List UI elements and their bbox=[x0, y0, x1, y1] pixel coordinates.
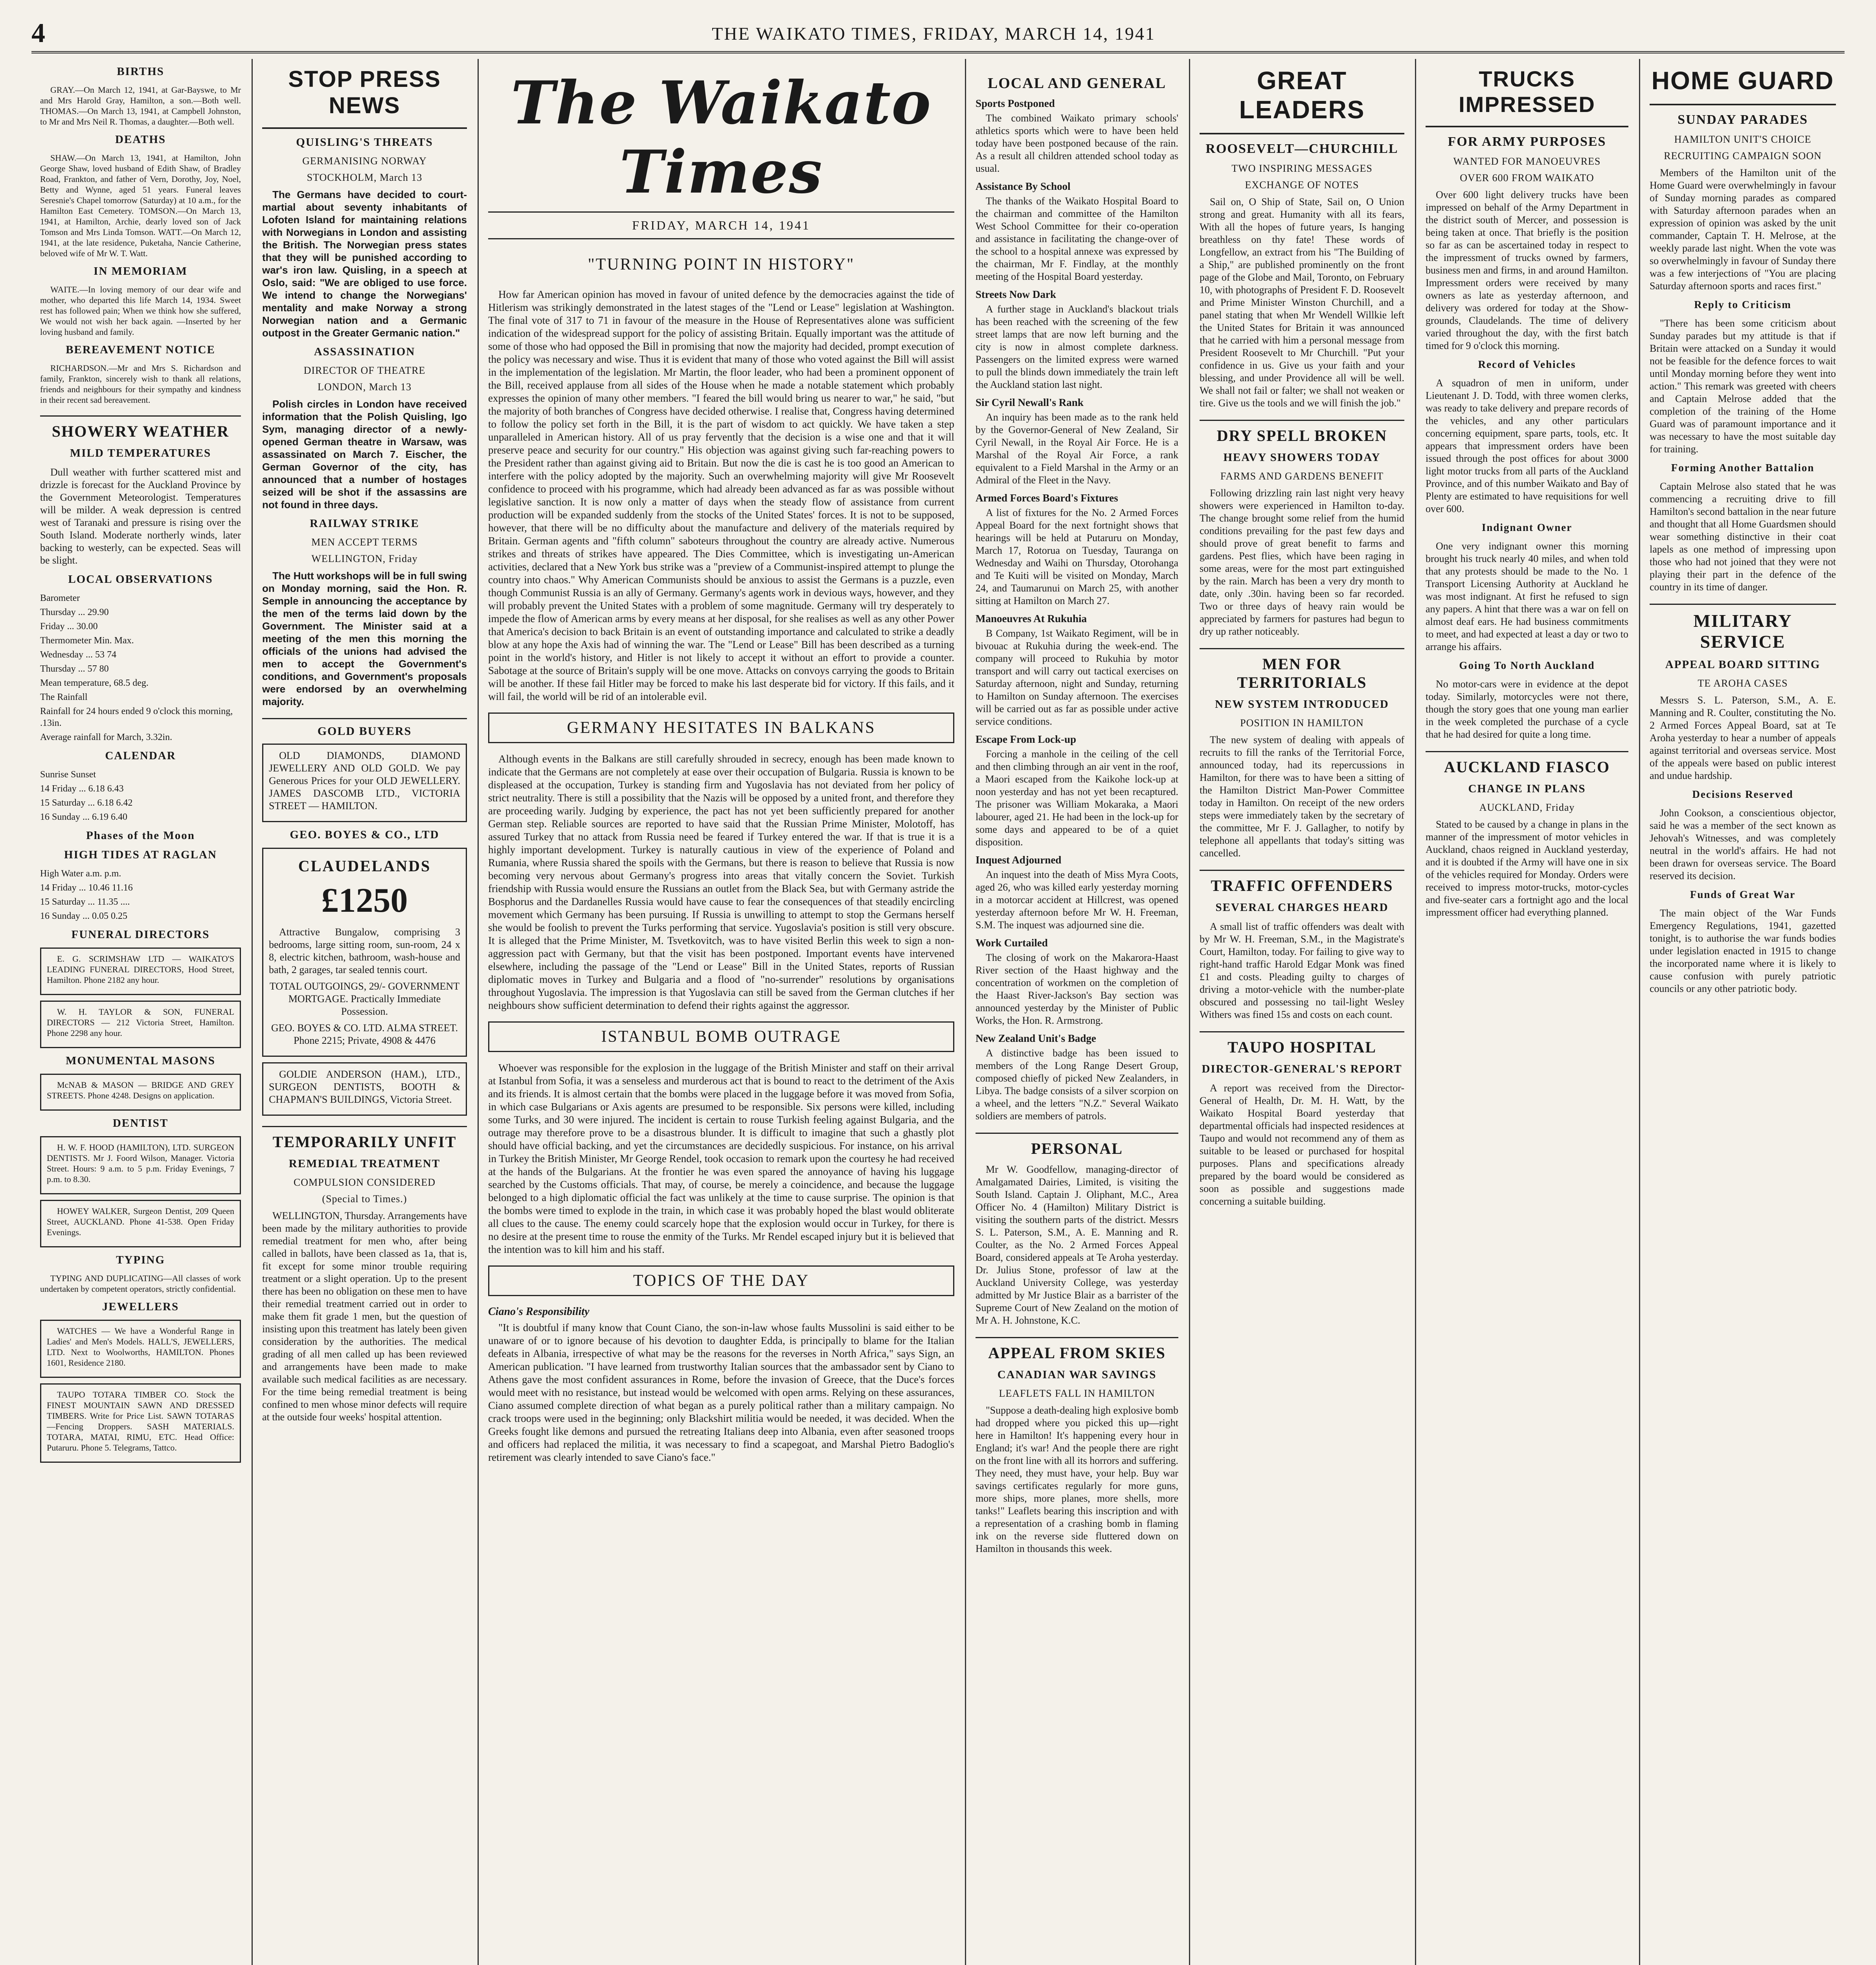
article-heading: TRUCKS IMPRESSED bbox=[1426, 59, 1628, 127]
funeral-ad-text: W. H. TAYLOR & SON, FUNERAL DIRECTORS — 212 Victoria Street, Hamilton. Phone 2298 any hour. bbox=[47, 1007, 234, 1038]
memoriam-text: WAITE.—In loving memory of our dear wife and mother, who departed this life March 14, 1934. Sweet rest has followed pain; When we think how she suffered, We would not wish her back again. —Inserted by her loving husband and family. bbox=[40, 285, 241, 337]
news-item-heading: Armed Forces Board's Fixtures bbox=[976, 492, 1118, 504]
article-subheading: REMEDIAL TREATMENT bbox=[288, 1157, 441, 1170]
news-item bbox=[976, 180, 1178, 283]
observation-row: Mean temperature, 68.5 deg. bbox=[40, 678, 149, 688]
column-notices bbox=[31, 59, 250, 1965]
calendar-row: Sunrise Sunset bbox=[40, 769, 96, 780]
jewellers-ad-text: WATCHES — We have a Wonderful Range in Ladies' and Men's Models. HALL'S, JEWELLERS, LTD. Next to Woolworths, HAMILTON. Phones 1601, Residence 2180. bbox=[47, 1326, 234, 1368]
observation-row: Average rainfall for March, 3.32in. bbox=[40, 732, 173, 742]
dentist-ad-text: GOLDIE ANDERSON (HAM.), LTD., SURGEON DENTISTS, BOOTH & CHAPMAN'S BUILDINGS, Victoria Street. bbox=[269, 1069, 460, 1105]
personal-text: Mr W. Goodfellow, managing-director of Amalgamated Dairies, Limited, is visiting the South Island. Captain J. Oliphant, M.C., Area Officer No. 4 (Hamilton) Military District is visiting the southern parts of the district. Messrs S. L. Paterson, S.M., A. E. Manning and R. Coulter, as the No. 2 Armed Forces Appeal Board, considered appeals at Te Aroha yesterday. Dr. Julius Stone, professor of law at the Auckland University College, was yesterday admitted by Mr Justice Blair as a barrister of the Supreme Court of New Zealand on the motion of Mr A. H. Johnstone, K.C. bbox=[976, 1164, 1178, 1326]
news-item-heading: New Zealand Unit's Badge bbox=[976, 1032, 1096, 1044]
gold-buyers-ad bbox=[262, 744, 467, 822]
observation-row: Thermometer Min. Max. bbox=[40, 635, 134, 646]
calendar-row: 14 Friday ... 6.18 6.43 bbox=[40, 784, 124, 794]
article-text: Polish circles in London have received information that the Polish Quisling, Igo Sym, managing director of a newly-opened German theatre in Warsaw, was assassinated on March 7. Eischer, the German Governor of the city, has announced that a number of hostages seized will be shot if the assassins are not found in three days. bbox=[262, 398, 467, 511]
section-subheading: Funds of Great War bbox=[1690, 889, 1796, 900]
article-subheading: DIRECTOR-GENERAL'S REPORT bbox=[1202, 1063, 1402, 1075]
tides-row: High Water a.m. p.m. bbox=[40, 869, 121, 879]
news-item-heading: Assistance By School bbox=[976, 180, 1071, 192]
news-item bbox=[976, 854, 1178, 931]
memoriam-heading: IN MEMORIAM bbox=[94, 265, 187, 277]
column-local-general bbox=[967, 59, 1187, 1965]
dentist-ad bbox=[40, 1200, 241, 1247]
topic-subheading: Ciano's Responsibility bbox=[488, 1306, 590, 1318]
page-number: 4 bbox=[31, 18, 46, 48]
observation-row: Thursday ... 29.90 bbox=[40, 607, 109, 617]
jewellers-heading: JEWELLERS bbox=[102, 1300, 179, 1313]
observation-row: Barometer bbox=[40, 593, 80, 603]
article-heading: MEN FOR TERRITORIALS bbox=[1200, 648, 1404, 692]
column-editorial bbox=[480, 59, 963, 1965]
personal-heading: PERSONAL bbox=[976, 1133, 1178, 1158]
newspaper-nameplate: The Waikato Times bbox=[511, 68, 932, 207]
section-subheading: Going To North Auckland bbox=[1459, 659, 1595, 671]
article-text: One very indignant owner this morning brought his truck nearly 40 miles, and when told that any protests should be made to the No. 1 Transport Licensing Authority at Auckland he was most indignant. At first he refused to sign any papers. A hint that there was a war on fell on almost deaf ears. He had business commitments to meet, and had expected at least a day or two to arrange his affairs. bbox=[1426, 540, 1628, 652]
dentist-heading: DENTIST bbox=[112, 1117, 169, 1129]
news-item bbox=[976, 397, 1178, 487]
article-text: Members of the Hamilton unit of the Home Guard were overwhelmingly in favour of Sunday morning parades as compared with Saturday afternoon parades when an expression of opinion was asked by the unit commander, Captain T. H. Melrose, at the weekly parade last night. When the vote was so overwhelmingly in favour of Sunday there was a few interjections of "You are placing Saturday afternoon sports and races first." bbox=[1650, 167, 1836, 292]
news-item-heading: Work Curtailed bbox=[976, 937, 1048, 949]
weather-text: Dull weather with further scattered mist and drizzle is forecast for the Auckland Province by the Government Meteorologist. Temperatures will be milder. A weak depression is centred west of Taranaki and pressure is rising over the South Island. Moderate northerly winds, later backing to westerly, can be expected. Seas will be slight. bbox=[40, 466, 241, 566]
article-heading: QUISLING'S THREATS bbox=[296, 136, 433, 149]
column-rule bbox=[252, 59, 253, 1965]
article-text: Stated to be caused by a change in plans in the manner of the impressment of motor vehicles in Auckland, chaos reigned in Auckland yesterday, and it is doubted if the Army will have one in six of the vehicles required for Monday. Orders were received to impress motor-trucks, motor-cycles and five-seater cars a fortnight ago and the local impressment officer had everything planned. bbox=[1426, 819, 1628, 918]
article-subheading: SUNDAY PARADES bbox=[1678, 112, 1808, 127]
column-rule bbox=[965, 59, 966, 1965]
article-heading: GREAT LEADERS bbox=[1200, 59, 1404, 134]
funeral-ad bbox=[40, 1001, 241, 1048]
observations-table bbox=[40, 592, 241, 743]
article-heading: DRY SPELL BROKEN bbox=[1200, 420, 1404, 445]
property-terms: TOTAL OUTGOINGS, 29/- GOVERNMENT MORTGAGE. Practically Immediate Possession. bbox=[269, 981, 460, 1017]
article-text: The Germans have decided to court-martial about seventy inhabitants of Lofoten Island for maintaining relations with Norwegians in London and assisting the British. The Norwegian press states that they will be punished according to war's iron law. Quisling, in a speech at Oslo, said: "We are obliged to use force. We intend to change the Norwegians' mentality and make Norway a strong Norwegian nation and a Germanic outpost in the Greater Germanic nation." bbox=[262, 189, 467, 339]
article-text: The Hutt workshops will be in full swing on Monday morning, said the Hon. R. Semple in announcing the acceptance by the men of the terms laid down by the Government. The Minister said at a meeting of the men this morning the officials of the unions had advised the men to accept the Government's conditions, and Government's proposals were endorsed by an overwhelming majority. bbox=[262, 570, 467, 707]
moon-heading: Phases of the Moon bbox=[86, 829, 195, 842]
section-subheading: Indignant Owner bbox=[1481, 522, 1573, 533]
news-item-text: The thanks of the Waikato Hospital Board to the chairman and committee of the Hamilton West School Committee for their co-operation and assistance in facilitating the change-over of the school to a hospital annexe was expressed by the chairman, Mr F. Findlay, at the monthly meeting of the Hospital Board yesterday. bbox=[976, 195, 1178, 282]
article-heading: HOME GUARD bbox=[1650, 59, 1836, 105]
news-item-heading: Sports Postponed bbox=[976, 97, 1055, 109]
article-text: Captain Melrose also stated that he was commencing a recruiting drive to fill Hamilton's second battalion in the near future and thought that all Home Guardsmen should wear something distinctive in their coat lapels as one method of impressing upon those who had not joined that they were not playing their part in the defence of the country in its time of danger. bbox=[1650, 481, 1836, 593]
news-item-text: The combined Waikato primary schools' athletics sports which were to have been held today have been postponed because of the rain. As a result all children attended school today as usual. bbox=[976, 112, 1178, 174]
masthead-title: THE WAIKATO TIMES, FRIDAY, MARCH 14, 1941 bbox=[712, 23, 1156, 44]
article-text: Following drizzling rain last night very heavy showers were experienced in Hamilton to-day. The change brought some relief from the humid conditions prevailing for the past few days and should prove of great benefit to farms and gardens. Pest flies, which have been raging in some areas, were for the most part extinguished by the rain. March has been a very dry month to date, only .30in. having been so far recorded. Two or three days of heavy rain would be appreciated by farmers for pastures had begun to dry up rather noticeably. bbox=[1200, 487, 1404, 637]
editorial-text: "It is doubtful if many know that Count Ciano, the son-in-law whose faults Mussolini is said either to be unaware of or to ignore because of his devotion to daughter Edda, is principally to blame for the Italian defeats in Albania, irrespective of what may be the reasons for the reverses in North Africa," says Sign, an American publication. "I have learned from trustworthy Italian sources that the ambassador sent by Ciano to Athens gave the most confident assurances in Rome, before the invasion of Greece, that the Duce's forces would meet with no resistance, but instead would be welcomed with open arms. Relying on these assurances, Ciano assumed complete direction of what began as a purely political rather than a military campaign. No crack troops were used in the beginning; only Blackshirt militia would be needed, it was decided. When the Greeks fought like demons and pursued the retreating Italians deep into Albania, even after seasoned troops and officers had replaced the militia, it was necessary to find a scapegoat, and Marshal Pietro Badoglio's retirement was clearly intended to save Ciano's face." bbox=[488, 1322, 954, 1463]
editorial-heading: TOPICS OF THE DAY bbox=[488, 1265, 954, 1296]
article-text: "There has been some criticism about Sunday parades but my attitude is that if Britain were attacked on a Sunday it would not be feasible for the defence forces to wait until Monday morning before they went into action." This remark was greeted with cheers and Captain Melrose added that the completion of the training of the Home Guard was of paramount importance and it was necessary to have the most suitable day for training. bbox=[1650, 318, 1836, 455]
article-text: Over 600 light delivery trucks have been impressed on behalf of the Army Department in the district south of Mercer, and possession is being taken at once. That briefly is the position so far as can be ascertained today in respect to the impressment of trucks owned by farmers, business men and firms, in and around Hamilton. Impressment orders were received by many owners as late as yesterday afternoon, and delivery was ordered for today at the Show-grounds, Claudelands. The time of delivery varied throughout the day, with the first batch timed for 9 o'clock this morning. bbox=[1426, 189, 1628, 351]
weather-subheading: MILD TEMPERATURES bbox=[70, 447, 211, 459]
deaths-text: SHAW.—On March 13, 1941, at Hamilton, John George Shaw, loved husband of Edith Shaw, of Bradley Road, Frankton, and father of Vern, Dorothy, Joy, Noel, Betty and Wynne, aged 51 years. Funeral leaves Seresnie's Chapel tomorrow (Saturday) at 10 a.m., for the Hamilton East Cemetery. TOMSON.—On March 13, 1941, at Hamilton, Archie, dearly loved son of Jack Tomson and Mrs Linda Tomson. WATT.—On March 12, 1941, at the late residence, Puketaha, Nancie Catherine, beloved wife of Mr W. T. Watt. bbox=[40, 153, 241, 258]
column-rule bbox=[1415, 59, 1416, 1965]
local-general-heading: LOCAL AND GENERAL bbox=[987, 75, 1167, 92]
funeral-ad bbox=[40, 948, 241, 995]
column-stop-press bbox=[254, 59, 476, 1965]
news-item bbox=[976, 937, 1178, 1027]
observations-heading: LOCAL OBSERVATIONS bbox=[68, 573, 213, 586]
section-subheading: Reply to Criticism bbox=[1694, 299, 1791, 310]
bereavement-text: RICHARDSON.—Mr and Mrs S. Richardson and family, Frankton, sincerely wish to thank all relations, friends and neighbours for their sympathy and kindness in their recent sad bereavement. bbox=[40, 363, 241, 405]
article-heading: TAUPO HOSPITAL bbox=[1200, 1031, 1404, 1056]
news-item-heading: Manoeuvres At Rukuhia bbox=[976, 613, 1087, 624]
masthead bbox=[31, 16, 1845, 53]
editorial-text: Although events in the Balkans are still carefully shrouded in secrecy, enough has been made known to indicate that the Germans are not completely at ease over their occupation of Bulgaria. Russia is known to be displeased at the occupation, Turkey is standing firm and Yugoslavia has not deviated from her policy of strict neutrality. There is still a possibility that the Nazis will be opposed by a united front, and therefore they are proceeding warily. Judging by experience, the pact has not yet been sufficiently prepared for another German step. Reliable sources are reported to have said that the Russian Prime Minister, Molotoff, has assured Turkey that no attack from Russia need be feared if Turkey entered the war. If that is true it is a highly important development. Turkey is naturally cautious in view of the experience of Poland and Rumania, where Russia shared the spoils with the Germans, but there is reason to believe that Russia is now becoming very nervous about Germany's progress into areas that vitally concern the Soviet. Turkish friendship with Russia would ensure the Russians an outlet from the Black Sea, but with Germany astride the Bosphorus and the Dardanelles Russia would have cause to fear the consequences of that steadily encircling movement which Germany has been pursuing. If Russia is unwilling to attempt to stop the Germans herself she would be foolish to prevent the Turks performing that service. Yugoslavia's position is still very obscure. It is alleged that the Prime Minister, M. Tsvetkovitch, was to have visited Berlin this week to sign a non-aggression pact with Germany, but that the visit has been postponed. Important events have intervened elsewhere, including the passage of the "Lend or Lease" Bill in the United States, reports of Russian diplomatic moves in Turkey and Bulgaria and a flood of "no-surrender" resolutions by organisations throughout Yugoslavia. The impression is that Yugoslavia can still be saved from the German clutches if her neighbours show sufficient determination to defend their rights against the aggressor. bbox=[488, 753, 954, 1011]
article-heading: TEMPORARILY UNFIT bbox=[262, 1126, 467, 1151]
column-home-guard bbox=[1641, 59, 1845, 1965]
news-item bbox=[976, 733, 1178, 848]
editorial-heading: GERMANY HESITATES IN BALKANS bbox=[488, 713, 954, 743]
news-item-text: A list of fixtures for the No. 2 Armed Forces Appeal Board for the next fortnight shows that hearings will be held at Putaruru on Monday, March 17, Rotorua on Tuesday, Tauranga on Wednesday and Waihi on Thursday, Otorohanga and Te Kuiti will be visited on Monday, March 24, and Taumarunui on March 25, with another sitting at Hamilton on March 27. bbox=[976, 507, 1178, 606]
news-item-text: An inquest into the death of Miss Myra Coots, aged 26, who was killed early yesterday morning in a motorcar accident at Hillcrest, was opened yesterday afternoon before Mr W. H. Freeman, S.M. The inquest was adjourned sine die. bbox=[976, 869, 1178, 931]
column-great-leaders bbox=[1191, 59, 1413, 1965]
news-item-heading: Escape From Lock-up bbox=[976, 733, 1077, 745]
deaths-heading: DEATHS bbox=[115, 133, 166, 146]
appeal-subheading: CANADIAN WAR SAVINGS bbox=[997, 1368, 1157, 1381]
tides-row: 14 Friday ... 10.46 11.16 bbox=[40, 883, 133, 893]
calendar-row: 16 Sunday ... 6.19 6.40 bbox=[40, 812, 127, 822]
article-subheading: FOR ARMY PURPOSES bbox=[1448, 134, 1606, 149]
news-item-text: A further stage in Auckland's blackout trials has been reached with the screening of the few street lamps that are now left burning and the city is now in almost complete darkness. Passengers on the limited express were warned to pull the blinds down immediately the train left the Auckland station last night. bbox=[976, 303, 1178, 390]
section-subheading: Decisions Reserved bbox=[1692, 788, 1793, 800]
news-item bbox=[976, 492, 1178, 607]
article-text: John Cookson, a conscientious objector, said he was a member of the sect known as Jehovah's Witnesses, and was completely neutral in the world's affairs. He had not been drawn for overseas service. The Board reserved its decision. bbox=[1650, 807, 1836, 881]
editorial-heading: "TURNING POINT IN HISTORY" bbox=[588, 255, 855, 274]
column-rule bbox=[478, 59, 479, 1965]
observation-row: Rainfall for 24 hours ended 9 o'clock this morning, .13in. bbox=[40, 706, 233, 728]
news-item bbox=[976, 613, 1178, 728]
article-heading: AUCKLAND FIASCO bbox=[1426, 751, 1628, 776]
news-item bbox=[976, 288, 1178, 391]
monumental-ad bbox=[40, 1074, 241, 1111]
funeral-heading: FUNERAL DIRECTORS bbox=[71, 928, 210, 941]
article-subheading: HEAVY SHOWERS TODAY bbox=[1223, 451, 1381, 464]
calendar-heading: CALENDAR bbox=[105, 749, 176, 762]
article-subheading: ROOSEVELT—CHURCHILL bbox=[1205, 141, 1398, 156]
article-text: A squadron of men in uniform, under Lieutenant J. D. Todd, with three women clerks, was ready to take delivery and prepare records of the vehicles, and any other particulars concerning equipment, spare parts, tools, etc. It appears that impressment orders have been issued through the post offices for about 3000 light motor trucks from all parts of the Auckland Province, and of this number Waikato and Bay of Plenty are estimated to have requisitions for well over 600. bbox=[1426, 377, 1628, 514]
appeal-subheading: LEAFLETS FALL IN HAMILTON bbox=[999, 1388, 1155, 1399]
property-location: CLAUDELANDS bbox=[298, 857, 431, 875]
observation-row: Friday ... 30.00 bbox=[40, 621, 98, 632]
news-item-heading: Sir Cyril Newall's Rank bbox=[976, 397, 1084, 408]
observation-row: The Rainfall bbox=[40, 692, 88, 702]
article-subheading: DIRECTOR OF THEATRE bbox=[303, 365, 426, 376]
births-heading: BIRTHS bbox=[117, 65, 164, 78]
appeal-heading: APPEAL FROM SKIES bbox=[976, 1337, 1178, 1362]
article-subheading: APPEAL BOARD SITTING bbox=[1665, 658, 1821, 671]
news-item-text: B Company, 1st Waikato Regiment, will be in bivouac at Rukuhia during the week-end. The company will proceed to Rukuhia by motor transport and will carry out tactical exercises on Saturday afternoon, night and Sunday, returning to Hamilton on Sunday afternoon. The exercises will be carried out as far as possible under active service conditions. bbox=[976, 628, 1178, 727]
article-subheading: NEW SYSTEM INTRODUCED bbox=[1215, 698, 1389, 711]
observation-row: Wednesday ... 53 74 bbox=[40, 650, 117, 660]
dentist-ad-text: HOWEY WALKER, Surgeon Dentist, 209 Queen Street, AUCKLAND. Phone 41-538. Open Friday Evenings. bbox=[47, 1206, 234, 1237]
news-item-text: A distinctive badge has been issued to members of the Long Range Desert Group, composed chiefly of picked New Zealanders, in Libya. The badge consists of a silver scorpion on a wheel, and the letters "N.Z." Several Waikato soldiers are members of patrols. bbox=[976, 1047, 1178, 1122]
article-subheading: POSITION IN HAMILTON bbox=[1240, 717, 1364, 729]
bereavement-heading: BEREAVEMENT NOTICE bbox=[66, 343, 215, 356]
article-source: (Special to Times.) bbox=[322, 1193, 407, 1205]
births-text: GRAY.—On March 12, 1941, at Gar-Bayswe, to Mr and Mrs Harold Gray, Hamilton, a son.—Both well. THOMAS.—On March 13, 1941, at Campbell Johnston, to Mr and Mrs Neil R. Thomas, a daughter.—Both well. bbox=[40, 85, 241, 127]
dentist-ad bbox=[262, 1062, 467, 1116]
monumental-ad-text: McNAB & MASON — BRIDGE AND GREY STREETS. Phone 4248. Designs on application. bbox=[47, 1080, 234, 1100]
boyes-heading: GEO. BOYES & CO., LTD bbox=[290, 828, 439, 841]
article-subheading: SEVERAL CHARGES HEARD bbox=[1215, 901, 1389, 914]
news-item bbox=[976, 1032, 1178, 1122]
article-text: A report was received from the Director-General of Health, Dr. M. H. Watt, by the Waikato Hospital Board yesterday that departmental officials had inspected residences at Taupo and would not recommend any of them as suitable to be leased or purchased for hospital purposes. Plans and specifications already prepared by the board would be considered as soon as possible and suggestions made concerning a suitable building. bbox=[1200, 1082, 1404, 1207]
article-subheading: CHANGE IN PLANS bbox=[1468, 782, 1586, 795]
article-heading: TRAFFIC OFFENDERS bbox=[1200, 870, 1404, 895]
article-subheading: HAMILTON UNIT'S CHOICE bbox=[1674, 134, 1812, 145]
article-text: No motor-cars were in evidence at the depot today. Similarly, motorcycles were not there, though the story goes that one young man earlier in the week completed the purchase of a cycle that he had desired for quite a long time. bbox=[1426, 678, 1628, 740]
tides-row: 15 Saturday ... 11.35 .... bbox=[40, 897, 130, 907]
weather-heading: SHOWERY WEATHER bbox=[40, 415, 241, 441]
calendar-row: 15 Saturday ... 6.18 6.42 bbox=[40, 798, 133, 808]
article-subheading: GERMANISING NORWAY bbox=[302, 155, 427, 167]
timber-ad bbox=[40, 1383, 241, 1463]
article-dateline: STOCKHOLM, March 13 bbox=[307, 172, 423, 183]
section-subheading: Record of Vehicles bbox=[1478, 358, 1576, 370]
article-subheading: FARMS AND GARDENS BENEFIT bbox=[1220, 470, 1384, 482]
tides-heading: HIGH TIDES AT RAGLAN bbox=[64, 848, 217, 861]
article-dateline: LONDON, March 13 bbox=[317, 381, 412, 393]
typing-heading: TYPING bbox=[116, 1254, 165, 1266]
editorial-dateline: FRIDAY, MARCH 14, 1941 bbox=[488, 211, 954, 239]
news-item bbox=[976, 97, 1178, 175]
article-text: The new system of dealing with appeals of recruits to fill the ranks of the Territorial Force, announced today, had its repercussions in Hamilton, for there was to have been a sitting of the Hamilton District Man-Power Committee today in Hamilton. On receipt of the new orders steps were immediately taken by the secretary of the committee, Mr F. J. Gallagher, to notify by telephone all appellants that today's sitting was cancelled. bbox=[1200, 734, 1404, 859]
news-item-text: Forcing a manhole in the ceiling of the cell and then climbing through an air vent in the roof, a Maori escaped from the Kaikohe lock-up at noon yesterday and has not yet been recaptured. The prisoner was William Mokaraka, a Maori labourer, aged 21. He had been in the lock-up for some days and appeared to be of a quiet disposition. bbox=[976, 748, 1178, 848]
funeral-ad-text: E. G. SCRIMSHAW LTD — WAIKATO'S LEADING FUNERAL DIRECTORS, Hood Street, Hamilton. Phone 2182 any hour. bbox=[47, 954, 234, 985]
typing-ad: TYPING AND DUPLICATING—All classes of work undertaken by competent operators, strictly confidential. bbox=[40, 1273, 241, 1294]
appeal-text: "Suppose a death-dealing high explosive bomb had dropped where you picked this up—right here in Hamilton! It's happening every hour in England; it's war! And the people there are right on the front line with all its horrors and suffering. They need, they must have, your help. Buy war savings certificates regularly for more guns, more ships, more planes, more shells, more tanks!" Leaflets bearing this inscription and with a representation of a crashing bomb in flaming ink on the reverse side fluttered down on Hamilton in thousands this week. bbox=[976, 1405, 1178, 1554]
property-contact: GEO. BOYES & CO. LTD. ALMA STREET. Phone 2215; Private, 4908 & 4476 bbox=[271, 1022, 458, 1046]
article-text: Messrs S. L. Paterson, S.M., A. E. Manning and R. Coulter, constituting the No. 2 Armed Forces Appeal Board, sat at Te Aroha yesterday to hear a number of appeals against territorial and overseas service. Most of the appeals were based on public interest and undue hardship. bbox=[1650, 694, 1836, 781]
article-subheading: MEN ACCEPT TERMS bbox=[311, 536, 418, 548]
monumental-heading: MONUMENTAL MASONS bbox=[66, 1054, 215, 1067]
article-dateline: WELLINGTON, Friday bbox=[311, 553, 418, 564]
news-item-text: The closing of work on the Makarora-Haast River section of the Haast highway and the concentration of workmen on the completion of the Haast River-Jackson's Bay section was announced yesterday by the Minister of Public Works, the Hon. R. Armstrong. bbox=[976, 952, 1178, 1026]
timber-ad-text: TAUPO TOTARA TIMBER CO. Stock the FINEST MOUNTAIN SAWN AND DRESSED TIMBERS. Write for Price List. SAWN TOTARAS—Fencing Droppers. SASH MATERIALS. TOTARA, MATAI, RIMU, ETC. Head Office: Putaruru. Phone 5. Telegrams, Tattco. bbox=[47, 1390, 234, 1453]
gold-buyers-heading: GOLD BUYERS bbox=[262, 718, 467, 738]
article-subheading: RECRUITING CAMPAIGN SOON bbox=[1664, 150, 1822, 162]
property-description: Attractive Bungalow, comprising 3 bedrooms, large sitting room, sun-room, 24 x 8, electric kitchen, bathroom, wash-house and bath, 2 garages, tar sealed tennis court. bbox=[269, 926, 460, 975]
dentist-ad-text: H. W. F. HOOD (HAMILTON), LTD. SURGEON DENTISTS. Mr J. Foord Wilson, Manager. Victoria Street. Hours: 9 a.m. to 5 p.m. Friday Evenings, 7 p.m. to 8.30. bbox=[47, 1142, 234, 1184]
tides-row: 16 Sunday ... 0.05 0.25 bbox=[40, 911, 127, 921]
article-subheading: TWO INSPIRING MESSAGES bbox=[1231, 163, 1373, 174]
article-dateline: AUCKLAND, Friday bbox=[1479, 802, 1575, 813]
dentist-ad bbox=[40, 1136, 241, 1194]
column-rule bbox=[1639, 59, 1640, 1965]
news-item-heading: Streets Now Dark bbox=[976, 288, 1056, 300]
article-heading: ASSASSINATION bbox=[314, 345, 415, 358]
observation-row: Thursday ... 57 80 bbox=[40, 664, 109, 674]
article-subheading: TE AROHA CASES bbox=[1698, 678, 1788, 689]
stop-press-heading: STOP PRESS NEWS bbox=[262, 59, 467, 129]
article-subheading: OVER 600 FROM WAIKATO bbox=[1460, 172, 1594, 184]
editorial-text: Whoever was responsible for the explosion in the luggage of the British Minister and staff on their arrival at Istanbul from Sofia, it was a senseless and murderous act that is bound to react to the detriment of the Axis and its friends. It is almost certain that the bombs were placed in the luggage before it was moved from Sofia, in which case Bulgarians or Axis agents are presumed to be responsible. Six persons were killed, including some Turks, and 30 were injured. The incident is certain to rouse Turkish feeling against Bulgaria, and the outrage may therefore prove to be a disastrous blunder. It is difficult to imagine that such a ghastly plot should have official backing, and yet the circumstances are decidedly suspicious. For instance, on his arrival in Turkey the British Minister, Mr George Rendel, took occasion to remark upon the courtesy he had received at the hands of the Bulgarians. At the frontier he was even spared the annoyance of having his luggage searched by the Customs officials. That may, of course, be merely a coincidence, and because the luggage belonged to a high diplomatic official the fact was unlikely at the time to cause surprise. The opinion is that the bombs were timed to explode in the train, in which case it was probably hoped the blast would obliterate all clues to the cause. The enemy could scarcely hope that the explosion would occur in Turkey, for there is no desire at the present time to rouse the enmity of the Turks. Mr Rendel escaped injury but it is believed that the intention was to kill him and his staff. bbox=[488, 1062, 954, 1255]
article-text: Sail on, O Ship of State, Sail on, O Union strong and great. Humanity with all its fears, With all the hopes of future years, Is hanging breathless on thy fate! These words of Longfellow, an extract from his "The Building of a Ship," are published prominently on the front page of the Globe and Mail, Toronto, on February 10, with photographs of President F. D. Roosevelt and Prime Minister Winston Churchill, and a panel stating that when Mr Wendell Willkie left the United States for Britain it was announced that he carried with him a personal message from President Roosevelt to Mr Churchill. "Put your confidence in us. Give us your faith and your blessing, and under Providence all will be well. We shall not fail or falter; we shall not weaken or tire. Give us the tools and we will finish the job." bbox=[1200, 196, 1404, 409]
column-trucks-impressed bbox=[1417, 59, 1637, 1965]
article-subheading: COMPULSION CONSIDERED bbox=[293, 1177, 436, 1188]
article-text: WELLINGTON, Thursday. Arrangements have been made by the military authorities to provide remedial treatment for men who, after being called in ballots, have been classed as 1a, that is, fit except for some minor trouble requiring treatment or a slight operation. Up to the present there has been no obligation on these men to have their remedial treatment carried out in order to make them fit grade 1 men, but the question of insisting upon this treatment has lately been given consideration by the authorities. The medical grading of all men called up has been reviewed and arrangements have been made to make available such medical facilities as are necessary. For the time being remedial treatment is being confined to men whose minor defects will require at the outside four weeks' hospital attention. bbox=[262, 1210, 467, 1423]
article-heading: RAILWAY STRIKE bbox=[310, 517, 419, 530]
news-item-text: An inquiry has been made as to the rank held by the Governor-General of New Zealand, Sir Cyril Newall, in the Royal Air Force. He is a Marshal of the Royal Air Force, a rank equivalent to a Field Marshal in the Army or an Admiral of the Fleet in the Navy. bbox=[976, 411, 1178, 486]
article-text: A small list of traffic offenders was dealt with by Mr W. H. Freeman, S.M., in the Magistrate's Court, Hamilton, today. For failing to give way to right-hand traffic Harold Edgar Monk was fined £1 and costs. Pleading guilty to charges of driving a motor-vehicle with the number-plate obscured and possessing no tail-light Wesley Withers was fined 15s and costs on each count. bbox=[1200, 921, 1404, 1020]
editorial-heading: ISTANBUL BOMB OUTRAGE bbox=[488, 1021, 954, 1052]
property-ad bbox=[262, 848, 467, 1057]
article-heading: MILITARY SERVICE bbox=[1650, 604, 1836, 652]
article-text: The main object of the War Funds Emergency Regulations, 1941, gazetted tonight, is to authorise the war funds bodies under legislation enacted in 1915 to change the incorporated name where it is likely to cause confusion with purely patriotic councils or any other patriotic body. bbox=[1650, 907, 1836, 994]
article-subheading: EXCHANGE OF NOTES bbox=[1245, 179, 1359, 191]
column-rule bbox=[1189, 59, 1190, 1965]
article-subheading: WANTED FOR MANOEUVRES bbox=[1453, 156, 1601, 167]
news-item-heading: Inquest Adjourned bbox=[976, 854, 1062, 866]
property-price: £1250 bbox=[321, 881, 408, 920]
section-subheading: Forming Another Battalion bbox=[1671, 462, 1815, 474]
gold-buyers-text: OLD DIAMONDS, DIAMOND JEWELLERY AND OLD GOLD. We pay Generous Prices for your OLD JEWELLERY. JAMES DASCOMB LTD., VICTORIA STREET — HAMILTON. bbox=[269, 750, 460, 812]
jewellers-ad bbox=[40, 1320, 241, 1378]
editorial-text: How far American opinion has moved in favour of united defence by the democracies against the tide of Hitlerism was strikingly demonstrated in the latest stages of the "Lend or Lease" legislation at Washington. The final vote of 317 to 71 in favour of the measure in the House of Representatives alone was sufficient indication of the widespread support for the policy of assisting Britain. Equally important was the attitude of some of those who had opposed the Bill in promising that now the majority had decided, prompt execution of the policy was necessary and wise. Thus it is evident that many of those who voted against the Bill will assist in the implementation of the legislation. Mr Martin, the floor leader, who had been a prominent opponent of the Bill, received applause from all sides of the House when he made a notable statement which probably expresses the opinion of many other members. "I feared the bill would bring us nearer to war," he said, "but the majority of both branches of Congress have decided otherwise. I realise that, Congress having determined to follow the policy set forth in the Bill, it is the part of wisdom to act quickly. We have taken a step unparalleled in American history. All of us pray fervently that the decision is a wise one and that it will preserve peace and security for our country." His objection was against giving such far-reaching powers to the President rather than against giving aid to Britain. But now the die is cast he is too good an American to interfere with the policy adopted by the majority. Such an overwhelming majority will give Mr Roosevelt confidence to proceed with his programme, which had already been advanced as far as was possible without legislative sanction. It is now only a matter of days when the steady flow of assistance from current production will be expanded suddenly from the stocks of the United States' forces. It is not to be supposed, however, that there will be no difficulty about the manufacture and delivery of the materials required by Britain. German agents and "fifth column" saboteurs throughout the country are already active. Numerous strikes and threats of strikes have appeared. The Dies Committee, which is investigating un-American activities, declared that a New York bus strike was a "preview of a Communist-inspired attempt to plunge the country into chaos." Why American Communists should be anxious to assist the Germans is a puzzle, even though Communist Russia is an ally of Germany. Germany's agents work in devious ways, however, and they will probably prevent the United States with a problem of some magnitude. Germany will try desperately to impede the flow of American arms by every means at her disposal, for she realises as well as any other Power that America's decision to back Britain is an event of outstanding importance and calculated to strike a deadly blow at any hope the Axis had of winning the war. The "Lend or Lease" Bill has been described as a turning point in the world's history, and Hitler is not likely to accept it without an effort to provide a counter. Sabotage at the source of Britain's supply will be one move. Attacks on convoys carrying the goods to Britain will be another. If these fail Hitler may be forced to make his last desperate bid for victory. If this fails, and it will fail, the world will be rid of an intolerable evil. bbox=[488, 288, 954, 702]
